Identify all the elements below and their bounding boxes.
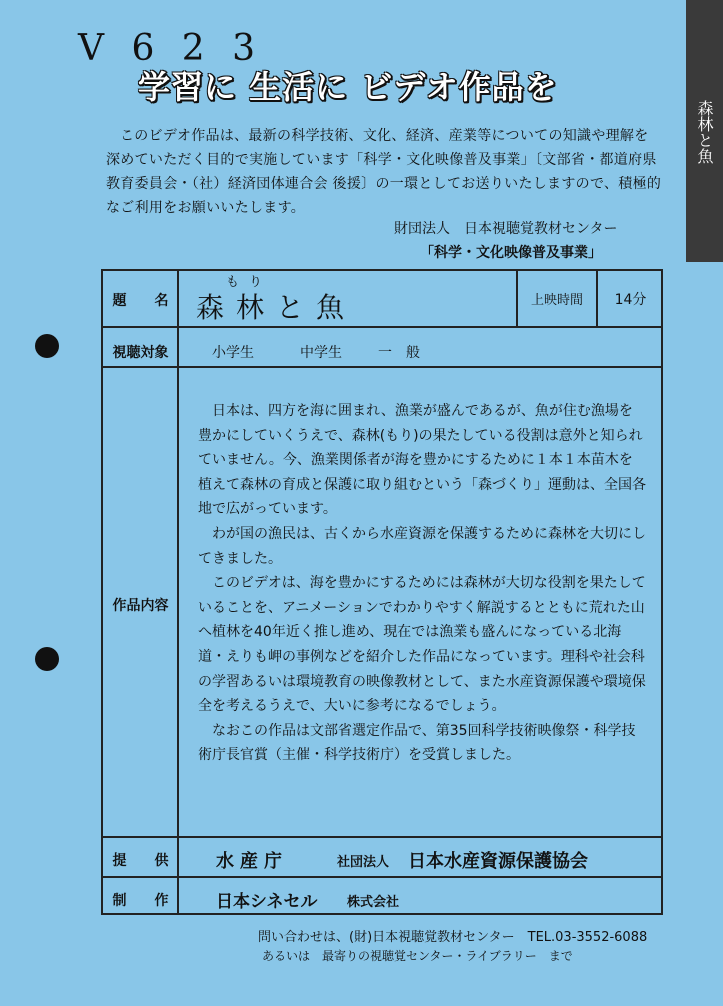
contact-line: あるいは 最寄りの視聴覚センター・ライブラリー まで	[262, 949, 573, 963]
row-divider	[101, 876, 663, 878]
content-description	[198, 399, 646, 768]
maker-label: 制 作	[112, 893, 169, 909]
content-paragraph: このビデオは、海を豊かにするためには森林が大切な役割を果たしていることを、アニメーションでわかりやすく解説するとともに荒れた山へ植林を40年近く推し進め、現在では漁業も盛んになっている北海道・えりも岬の事例などを紹介した作品になっています。理科や社会科の学習あるいは環境教育の映像教材として、また水産資源保護や環境保全を考えるうえで、大いに参考になるでしょう。	[198, 575, 646, 715]
organization-name: 財団法人 日本視聴覚教材センター	[394, 221, 618, 237]
row-divider	[101, 326, 663, 328]
row-divider	[101, 836, 663, 838]
audience-label: 視聴対象	[112, 345, 169, 361]
content-label: 作品内容	[112, 598, 169, 614]
headline: 学習に 生活に ビデオ作品を	[138, 68, 558, 106]
runtime-value: 14分	[614, 292, 647, 308]
video-title: 森林と魚	[196, 291, 357, 324]
binder-hole-icon	[35, 647, 59, 671]
provider-label: 提 供	[112, 853, 169, 869]
side-tab	[686, 0, 723, 262]
content-paragraph: なおこの作品は文部省選定作品で、第35回科学技術映像祭・科学技術庁長官賞（主催・科学技術庁）を受賞しました。	[198, 722, 636, 764]
catalog-code: V 6 2 3	[78, 28, 264, 69]
provider-name: 水産庁	[216, 851, 288, 872]
audience-item: 一 般	[378, 345, 420, 361]
side-tab-label: 森林と魚	[695, 100, 714, 164]
provider-prefix: 社団法人	[337, 855, 390, 870]
binder-hole-icon	[35, 334, 59, 358]
contact-line: 問い合わせは、(財)日本視聴覚教材センター TEL.03-3552-6088	[258, 930, 648, 945]
audience-item: 中学生	[300, 345, 342, 361]
program-name: 「科学・文化映像普及事業」	[420, 245, 602, 261]
title-label: 題 名	[112, 293, 169, 309]
maker-suffix: 株式会社	[347, 895, 400, 910]
runtime-label: 上映時間	[530, 293, 583, 308]
intro-text: このビデオ作品は、最新の科学技術、文化、経済、産業等についての知識や理解を深めていただく目的で実施しています「科学・文化映像普及事業」〔文部省・都道府県教育委員会・（社）経済団体連合会 後援〕の一環としてお送りいたしますので、積極的なご利用をお願いいたします。	[106, 128, 662, 216]
content-paragraph: わが国の漁民は、古くから水産資源を保護するために森林を大切にしてきました。	[198, 525, 646, 567]
column-divider	[177, 269, 179, 915]
audience-item: 小学生	[212, 345, 254, 361]
provider-name: 日本水産資源保護協会	[408, 851, 588, 872]
content-paragraph: 日本は、四方を海に囲まれ、漁業が盛んであるが、魚が住む漁場を豊かにしていくうえで、森林(もり)の果たしている役割は意外と知られていません。今、漁業関係者が海を豊かにするために１本１本苗木を植えて森林の育成と保護に取り組むという「森づくり」運動は、全国各地で広がっています。	[198, 403, 646, 518]
row-divider	[101, 366, 663, 368]
maker-name: 日本シネセル	[216, 892, 318, 912]
title-ruby: もり	[226, 275, 273, 290]
